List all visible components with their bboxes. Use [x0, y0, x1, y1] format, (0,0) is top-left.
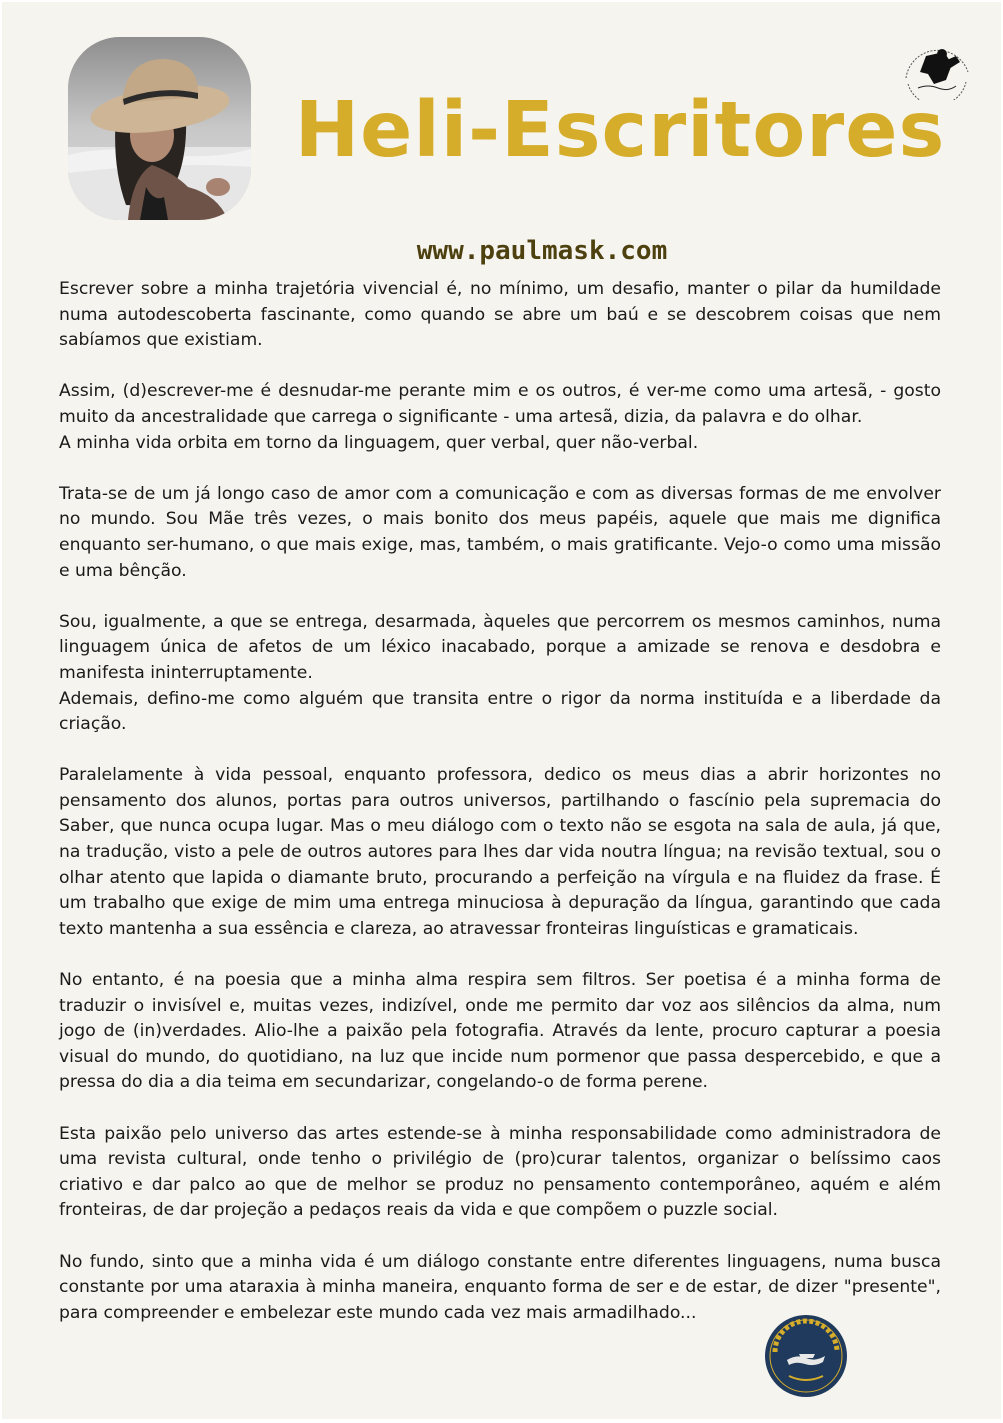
paragraph-line: Ademais, defino-me como alguém que transita entre o rigor da norma instituída e a liberdade da criação.	[59, 688, 941, 735]
paragraph-1	[59, 277, 941, 354]
page-title: Heli-Escritores	[294, 86, 946, 175]
paragraph-line: No fundo, sinto que a minha vida é um diálogo constante entre diferentes linguagens, numa busca constante por uma ataraxia à minha maneira, enquanto forma de ser e de estar, de dizer "presente", para compreender e embelezar este mundo cada vez mais armadilhado...	[59, 1251, 941, 1323]
paragraph-line: Paralelamente à vida pessoal, enquanto professora, dedico os meus dias a abrir horizontes no pensamento dos alunos, portas para outros universos, partilhando o fascínio pela supremacia do Saber, que nunca ocupa lugar. Mas o meu diálogo com o texto não se esgota na sala de aula, já que, na tradução, visto a pele de outros autores para lhes dar vida noutra língua; na revisão textual, sou o olhar atento que lapida o diamante bruto, procurando a perfeição na vírgula e na fluidez da frase. É um trabalho que exige de mim uma entrega minuciosa à depuração da língua, garantindo que cada texto mantenha a sua essência e clareza, ao atravessar fronteiras linguísticas e gramaticais.	[59, 765, 941, 939]
paragraph-3	[59, 482, 941, 584]
paragraph-line: A minha vida orbita em torno da linguagem, quer verbal, quer não-verbal.	[59, 432, 699, 453]
paragraph-5	[59, 763, 941, 942]
page	[2, 2, 1001, 1419]
body-text	[59, 277, 941, 1352]
paragraph-line: Escrever sobre a minha trajetória vivencial é, no mínimo, um desafio, manter o pilar da humildade numa autodescoberta fascinante, como quando se abre um baú e se descobrem coisas que nem sabíamos que existiam.	[59, 279, 941, 351]
paragraph-6	[59, 968, 941, 1096]
paragraph-line: No entanto, é na poesia que a minha alma respira sem filtros. Ser poetisa é a minha forma de traduzir o invisível e, muitas vezes, indizível, onde me permito dar voz aos silêncios da alma, num jogo de (in)verdades. Alio-lhe a paixão pela fotografia. Através da lente, procuro capturar a poesia visual do mundo, do quotidiano, na luz que incide num pormenor que passa despercebido, e que a pressa do dia a dia teima em secundarizar, congelando-o de forma perene.	[59, 970, 941, 1093]
website-link[interactable]: www.paulmask.com	[416, 236, 668, 266]
paragraph-line: Trata-se de um já longo caso de amor com a comunicação e com as diversas formas de me envolver no mundo. Sou Mãe três vezes, o mais bonito dos meus papéis, aquele que mais me dignifica enquanto ser-humano, o que mais exige, mas, também, o mais gratificante. Vejo-o como uma missão e uma bênção.	[59, 483, 941, 581]
paragraph-2	[59, 379, 941, 456]
paragraph-line: Sou, igualmente, a que se entrega, desarmada, àqueles que percorrem os mesmos caminhos, numa linguagem única de afetos de um léxico inacabado, porque a amizade se renova e desdobra e manifesta ininterruptamente.	[59, 611, 941, 683]
paragraph-line: Assim, (d)escrever-me é desnudar-me perante mim e os outros, é ver-me como uma artesã, - gosto muito da ancestralidade que carrega o significante - uma artesã, dizia, da palavra e do olhar.	[59, 381, 941, 427]
paragraph-line: Esta paixão pelo universo das artes estende-se à minha responsabilidade como administradora de uma revista cultural, onde tenho o privilégio de (pro)curar talentos, organizar o belíssimo caos criativo e dar palco ao que de melhor se produz no pensamento contemporâneo, aquém e além fronteiras, de dar projeção a pedaços reais da vida e que compõem o puzzle social.	[59, 1123, 941, 1221]
paragraph-7	[59, 1122, 941, 1224]
portrait-woman-hat-icon	[68, 37, 251, 220]
helimagazine-badge-icon	[759, 1314, 853, 1398]
paragraph-4	[59, 610, 941, 738]
